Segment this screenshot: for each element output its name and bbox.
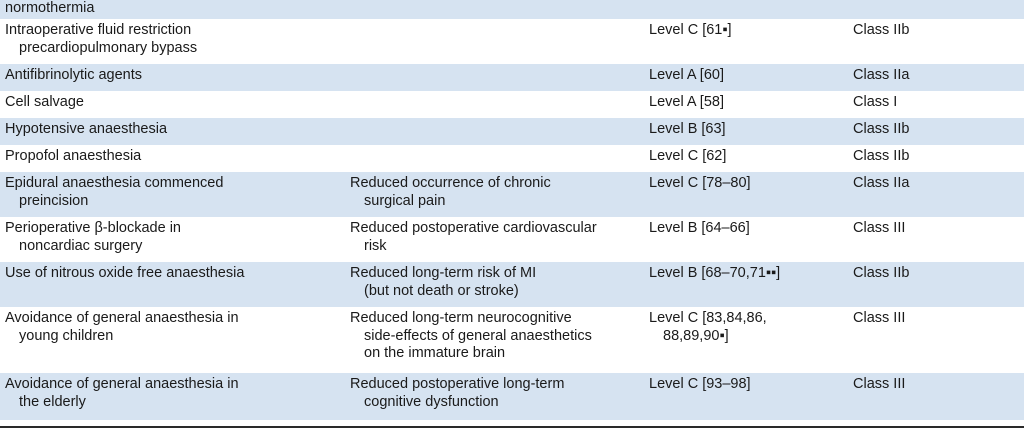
table-cell-c1 bbox=[5, 22, 340, 57]
cell-line: Reduced occurrence of chronic bbox=[350, 175, 551, 191]
table-cell-c4 bbox=[853, 175, 1018, 193]
cell-line: Level B [68–70,71▪▪] bbox=[649, 265, 781, 281]
cell-line: Cell salvage bbox=[5, 94, 84, 110]
cell-line: Epidural anaesthesia commenced bbox=[5, 175, 224, 191]
cell-line: Level B [64–66] bbox=[649, 220, 750, 236]
table-cell-c1 bbox=[5, 265, 340, 283]
table-cell-c3 bbox=[649, 376, 844, 394]
cell-line: Class IIa bbox=[853, 67, 910, 83]
cell-line: Class IIb bbox=[853, 121, 910, 137]
cell-line: Level C [93–98] bbox=[649, 376, 751, 392]
table-row bbox=[0, 307, 1024, 373]
cell-line: Reduced postoperative long-term bbox=[350, 376, 565, 392]
table-cell-c3 bbox=[649, 67, 844, 85]
cell-line: side-effects of general anaesthetics bbox=[364, 327, 592, 344]
table-cell-c2 bbox=[350, 310, 640, 363]
table-row bbox=[0, 118, 1024, 145]
table-cell-c3 bbox=[649, 220, 844, 238]
cell-line: Class IIa bbox=[853, 175, 910, 191]
cell-line: surgical pain bbox=[364, 192, 446, 209]
table-cell-c4 bbox=[853, 265, 1018, 283]
table-cell-c4 bbox=[853, 22, 1018, 40]
cell-line: Level C [61▪] bbox=[649, 22, 732, 38]
table-cell-c1 bbox=[5, 376, 340, 411]
table-cell-c3 bbox=[649, 148, 844, 166]
table-cell-c1 bbox=[5, 121, 340, 139]
table-cell-c2 bbox=[350, 220, 640, 255]
cell-line: Level A [60] bbox=[649, 67, 724, 83]
cell-line: normothermia bbox=[5, 0, 95, 16]
table-bottom-rule bbox=[0, 426, 1024, 428]
cell-line: Intraoperative fluid restriction bbox=[5, 22, 192, 38]
table-cell-c3 bbox=[649, 175, 844, 193]
table-cell-c4 bbox=[853, 376, 1018, 394]
cell-line: cognitive dysfunction bbox=[364, 393, 499, 410]
cell-line: Hypotensive anaesthesia bbox=[5, 121, 168, 137]
cell-line: Level B [63] bbox=[649, 121, 726, 137]
table-row bbox=[0, 217, 1024, 262]
table-cell-c3 bbox=[649, 121, 844, 139]
table-row bbox=[0, 64, 1024, 91]
table-cell-c2 bbox=[350, 175, 640, 210]
cell-line: Antifibrinolytic agents bbox=[5, 67, 143, 83]
table-cell-c4 bbox=[853, 94, 1018, 112]
cell-line: Level C [83,84,86, bbox=[649, 310, 767, 326]
cell-line: Use of nitrous oxide free anaesthesia bbox=[5, 265, 245, 281]
cell-line: (but not death or stroke) bbox=[364, 282, 519, 299]
table-row bbox=[0, 145, 1024, 172]
table-cell-c1 bbox=[5, 67, 340, 85]
table-cell-c2 bbox=[350, 265, 640, 300]
table-cell-c4 bbox=[853, 148, 1018, 166]
table-cell-c3 bbox=[649, 22, 844, 40]
cell-line: Reduced long-term neurocognitive bbox=[350, 310, 572, 326]
cell-line: Level C [78–80] bbox=[649, 175, 751, 191]
cell-line: Class IIb bbox=[853, 148, 910, 164]
cell-line: Class III bbox=[853, 310, 906, 326]
table-cell-c3 bbox=[649, 310, 844, 345]
cell-line: preincision bbox=[19, 192, 89, 209]
cell-line: Class III bbox=[853, 220, 906, 236]
table-cell-c4 bbox=[853, 121, 1018, 139]
cell-line: the elderly bbox=[19, 393, 86, 410]
table-cell-c1 bbox=[5, 0, 340, 18]
table-row bbox=[0, 0, 1024, 19]
cell-line: Level C [62] bbox=[649, 148, 727, 164]
cell-line: noncardiac surgery bbox=[19, 237, 143, 254]
cell-line: on the immature brain bbox=[364, 345, 506, 361]
cell-line: Class IIb bbox=[853, 265, 910, 281]
table-cell-c4 bbox=[853, 67, 1018, 85]
table-cell-c3 bbox=[649, 265, 844, 283]
cell-line: Level A [58] bbox=[649, 94, 724, 110]
cell-line: precardiopulmonary bypass bbox=[19, 39, 198, 56]
cell-line: Propofol anaesthesia bbox=[5, 148, 142, 164]
cell-line: Avoidance of general anaesthesia in bbox=[5, 310, 239, 326]
cell-line: Class I bbox=[853, 94, 898, 110]
table-cell-c1 bbox=[5, 220, 340, 255]
table-cell-c1 bbox=[5, 175, 340, 210]
cell-line: Perioperative β-blockade in bbox=[5, 220, 181, 236]
table-cell-c4 bbox=[853, 220, 1018, 238]
cell-line: young children bbox=[19, 327, 114, 344]
cell-line: Reduced long-term risk of MI bbox=[350, 265, 537, 281]
table-row bbox=[0, 19, 1024, 64]
table-cell-c3 bbox=[649, 94, 844, 112]
cell-line: 88,89,90▪] bbox=[663, 327, 729, 344]
table-cell-c4 bbox=[853, 310, 1018, 328]
table-cell-c1 bbox=[5, 148, 340, 166]
table-row bbox=[0, 262, 1024, 307]
table-cell-c1 bbox=[5, 94, 340, 112]
table-cell-c2 bbox=[350, 376, 640, 411]
cell-line: Reduced postoperative cardiovascular bbox=[350, 220, 597, 236]
table-row bbox=[0, 91, 1024, 118]
cell-line: Avoidance of general anaesthesia in bbox=[5, 376, 239, 392]
cell-line: Class IIb bbox=[853, 22, 910, 38]
table-row bbox=[0, 373, 1024, 420]
table-cell-c1 bbox=[5, 310, 340, 345]
table-row bbox=[0, 172, 1024, 217]
cell-line: risk bbox=[364, 237, 387, 254]
cell-line: Class III bbox=[853, 376, 906, 392]
